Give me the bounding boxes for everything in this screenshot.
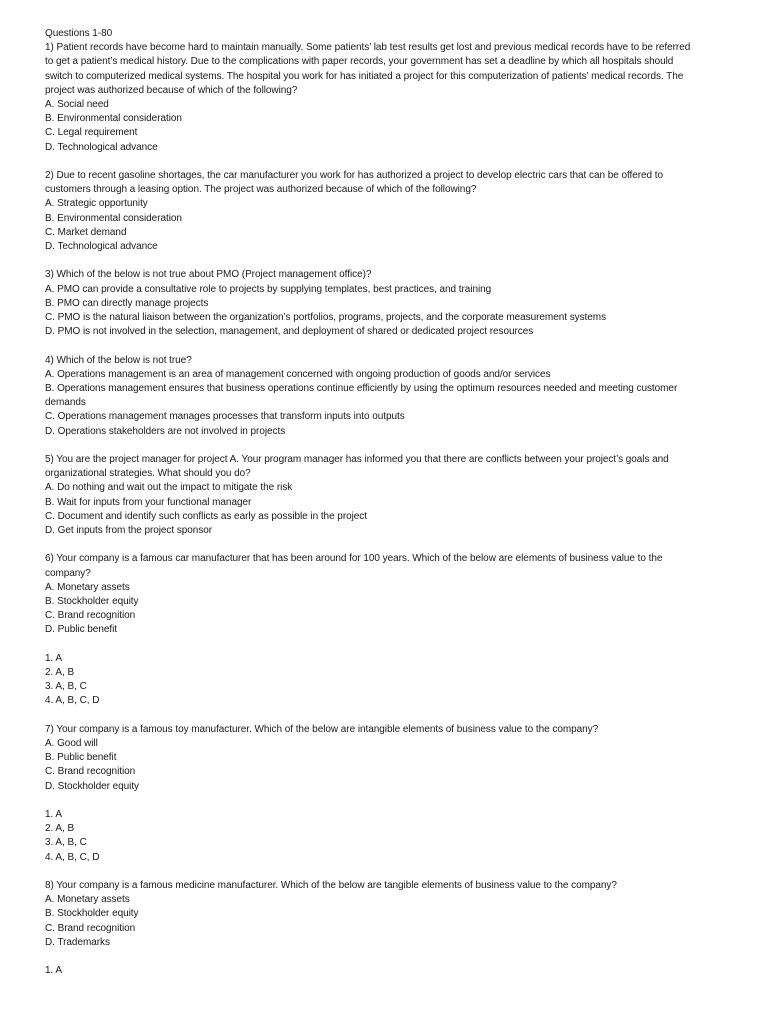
answer-option: B. Stockholder equity [45, 596, 139, 608]
answer-option: A. PMO can provide a consultative role to projects by supplying templates, best practices, and training [45, 283, 492, 295]
answer-option: D. Technological advance [45, 141, 158, 153]
answer-choices-7 [45, 808, 724, 865]
question-stem-line: customers through a leasing option. The project was authorized because of which of the following? [45, 184, 477, 196]
answer-option: D. PMO is not involved in the selection, management, and deployment of shared or dedicated project resources [45, 326, 534, 338]
answer-option: A. Do nothing and wait out the impact to mitigate the risk [45, 482, 293, 494]
answer-option: B. Wait for inputs from your functional manager [45, 496, 252, 508]
answer-choices-8 [45, 964, 724, 978]
answer-choice: 2. A, B [45, 667, 75, 679]
answer-option: C. Document and identify such conflicts as early as possible in the project [45, 510, 367, 522]
question-5 [45, 453, 724, 538]
answer-option: B. Stockholder equity [45, 908, 139, 920]
answer-option: A. Good will [45, 738, 98, 750]
page-header: Questions 1-80 [45, 28, 113, 39]
question-8 [45, 879, 724, 950]
answer-choice: 1. A [45, 652, 63, 664]
answer-choice: 4. A, B, C, D [45, 695, 100, 707]
answer-choices-6 [45, 652, 724, 709]
question-stem-line: company? [45, 567, 91, 579]
answer-option: D. Operations stakeholders are not involved in projects [45, 425, 286, 437]
answer-option: D. Stockholder equity [45, 780, 139, 792]
question-6 [45, 552, 724, 637]
answer-option: D. Get inputs from the project sponsor [45, 525, 213, 537]
answer-option: demands [45, 397, 86, 409]
question-stem-line: 6) Your company is a famous car manufacturer that has been around for 100 years. Which of the below are elements of business value to the [45, 553, 663, 565]
answer-option: D. Trademarks [45, 936, 110, 948]
question-3 [45, 268, 724, 339]
question-stem-line: 1) Patient records have become hard to maintain manually. Some patients’ lab test results get lost and previous medical records have to be referred [45, 42, 691, 54]
question-stem-line: 8) Your company is a famous medicine manufacturer. Which of the below are tangible elements of business value to the company? [45, 880, 617, 892]
question-4 [45, 354, 724, 439]
answer-option: B. Public benefit [45, 752, 117, 764]
question-stem-line: to get a patient’s medical history. Due to the complications with paper records, your government has set a deadline by which all hospitals should [45, 56, 674, 68]
question-stem-line: switch to computerized medical systems. The hospital you work for has initiated a project for this computerization of patients’ medical records. The [45, 70, 684, 82]
answer-option: B. PMO can directly manage projects [45, 297, 209, 309]
answer-option: C. Operations management manages processes that transform inputs into outputs [45, 411, 405, 423]
answer-option: B. Operations management ensures that business operations continue efficiently by using the optimum resources needed and meeting customer [45, 383, 678, 395]
answer-option: A. Strategic opportunity [45, 198, 148, 210]
question-stem-line: 2) Due to recent gasoline shortages, the car manufacturer you work for has authorized a project to develop electric cars that can be offered to [45, 170, 664, 182]
answer-option: B. Environmental consideration [45, 212, 182, 224]
answer-choice: 3. A, B, C [45, 681, 87, 693]
question-1 [45, 41, 724, 155]
answer-option: C. Legal requirement [45, 127, 138, 139]
question-stem-line: project was authorized because of which of the following? [45, 84, 298, 96]
question-stem-line: organizational strategies. What should you do? [45, 468, 251, 480]
question-stem-line: 7) Your company is a famous toy manufacturer. Which of the below are intangible elements of business value to the company? [45, 723, 599, 735]
question-7 [45, 723, 724, 794]
question-stem-line: 4) Which of the below is not true? [45, 354, 192, 366]
answer-option: A. Social need [45, 99, 109, 111]
answer-option: A. Monetary assets [45, 581, 130, 593]
answer-option: B. Environmental consideration [45, 113, 182, 125]
question-stem-line: 3) Which of the below is not true about PMO (Project management office)? [45, 269, 372, 281]
answer-option: C. PMO is the natural liaison between the organization’s portfolios, programs, projects, and the corporate measurement systems [45, 312, 607, 324]
question-stem-line: 5) You are the project manager for project A. Your program manager has informed you that there are conflicts between your project’s goals and [45, 454, 669, 466]
answer-choice: 4. A, B, C, D [45, 851, 100, 863]
answer-choice: 1. A [45, 809, 63, 821]
answer-option: C. Market demand [45, 226, 127, 238]
answer-option: A. Monetary assets [45, 894, 130, 906]
answer-option: C. Brand recognition [45, 922, 136, 934]
answer-option: D. Technological advance [45, 241, 158, 253]
answer-option: C. Brand recognition [45, 610, 136, 622]
answer-option: C. Brand recognition [45, 766, 136, 778]
answer-choice: 1. A [45, 965, 63, 977]
answer-choice: 2. A, B [45, 823, 75, 835]
answer-choice: 3. A, B, C [45, 837, 87, 849]
answer-option: A. Operations management is an area of management concerned with ongoing production of goods and/or services [45, 368, 551, 380]
answer-option: D. Public benefit [45, 624, 117, 636]
question-2 [45, 169, 724, 254]
